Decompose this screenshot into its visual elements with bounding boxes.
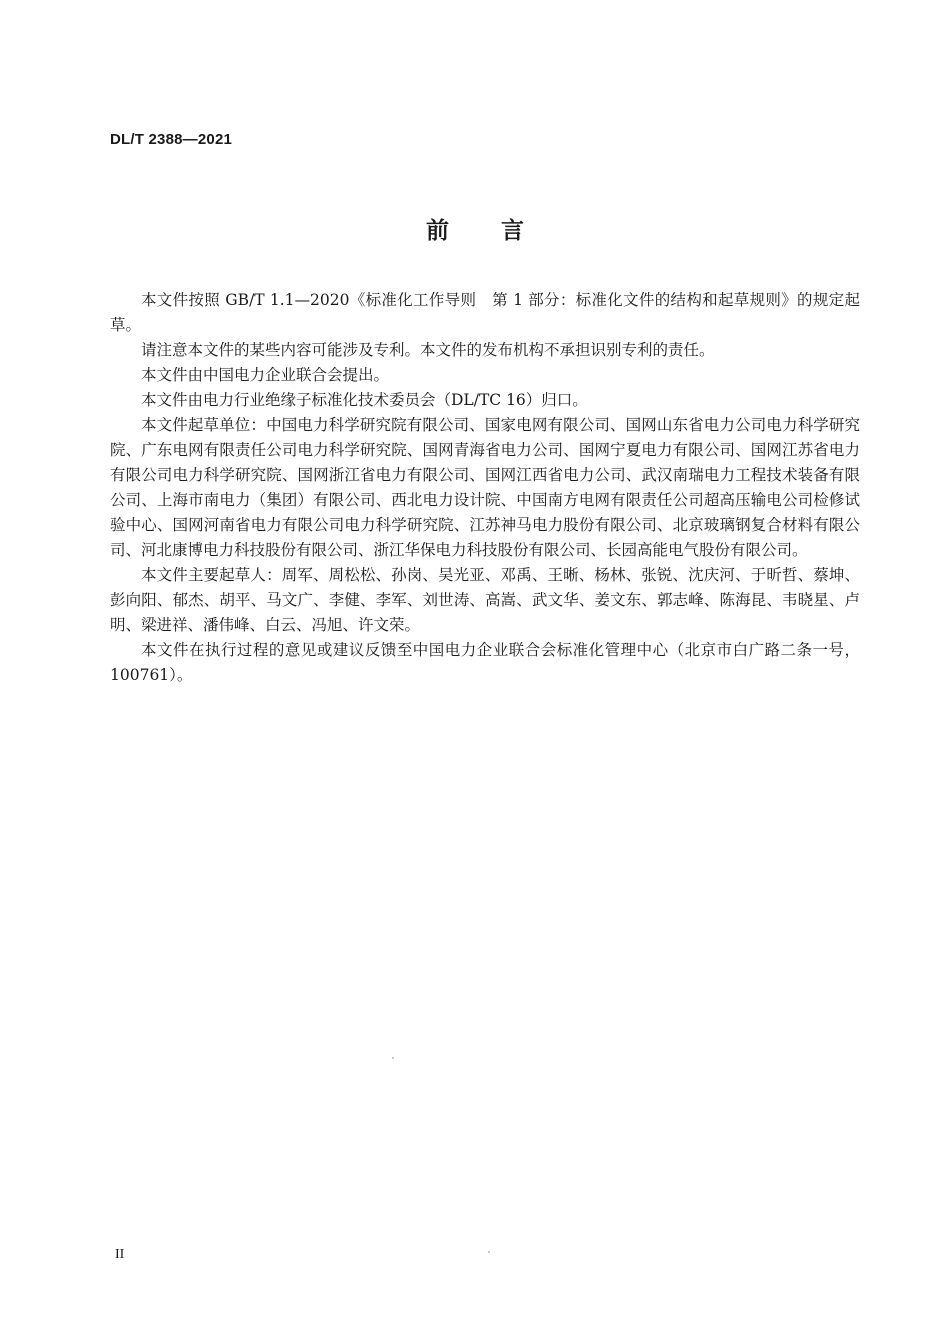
scan-speck	[488, 1251, 490, 1253]
title-char-2: 言	[501, 218, 524, 244]
paragraph-drafting-units: 本文件起草单位：中国电力科学研究院有限公司、国家电网有限公司、国网山东省电力公司电力科学研究院、广东电网有限责任公司电力科学研究院、国网青海省电力公司、国网宁夏电力有限公司、国网江苏省电力有限公司电力科学研究院、国网浙江省电力有限公司、国网江西省电力公司、武汉南瑞电力工程技术装备有限公司、上海市南电力（集团）有限公司、西北电力设计院、中国南方电网有限责任公司超高压输电公司检修试验中心、国网河南省电力有限公司电力科学研究院、江苏神马电力股份有限公司、北京玻璃钢复合材料有限公司、河北康博电力科技股份有限公司、浙江华保电力科技股份有限公司、长园高能电气股份有限公司。	[110, 416, 860, 559]
title-char-1: 前	[426, 218, 449, 244]
paragraph-drafting-rules: 本文件按照 GB/T 1.1—2020《标准化工作导则 第 1 部分：标准化文件的结构和起草规则》的规定起草。	[110, 291, 860, 334]
page-title	[0, 212, 950, 245]
paragraph-main-drafters: 本文件主要起草人：周军、周松松、孙岗、吴光亚、邓禹、王晰、杨林、张锐、沈庆河、于昕哲、蔡坤、彭向阳、郁杰、胡平、马文广、李健、李军、刘世涛、高嵩、武文华、姜文东、郭志峰、陈海昆、韦晓星、卢明、梁进祥、潘伟峰、白云、冯旭、许文荣。	[110, 566, 860, 634]
document-code: DL/T 2388—2021	[110, 131, 233, 148]
paragraph-responsible-committee: 本文件由电力行业绝缘子标准化技术委员会（DL/TC 16）归口。	[141, 391, 588, 409]
scan-speck	[392, 1057, 394, 1059]
paragraph-proposer: 本文件由中国电力企业联合会提出。	[141, 366, 390, 384]
paragraph-patent-notice: 请注意本文件的某些内容可能涉及专利。本文件的发布机构不承担识别专利的责任。	[141, 341, 715, 359]
page-number: II	[115, 1247, 125, 1262]
foreword-body	[110, 288, 860, 688]
paragraph-feedback: 本文件在执行过程的意见或建议反馈至中国电力企业联合会标准化管理中心（北京市白广路二条一号，100761）。	[110, 641, 860, 684]
